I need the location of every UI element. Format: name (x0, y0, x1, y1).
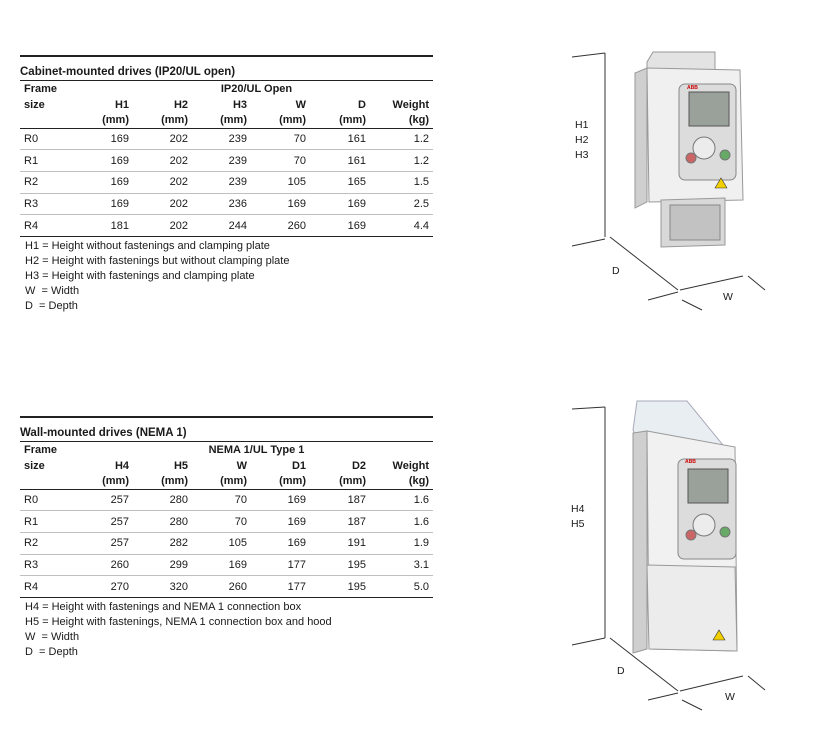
cabinet-drive-figure (565, 40, 785, 320)
frame-cell: R1 (20, 150, 80, 172)
table-row (20, 171, 433, 193)
width-label: W (723, 291, 733, 303)
cell: 169 (310, 193, 370, 215)
cell: 187 (310, 489, 370, 511)
unit-header: (mm) (339, 474, 366, 487)
cell: 169 (251, 193, 310, 215)
group-header: NEMA 1/UL Type 1 (208, 444, 305, 456)
unit-header: (mm) (102, 113, 129, 126)
cell: 1.6 (370, 511, 433, 533)
cell: 195 (310, 554, 370, 576)
wall-caption: Wall-mounted drives (NEMA 1) (20, 427, 187, 439)
frame-cell: R2 (20, 171, 80, 193)
frame-cell: R0 (20, 128, 80, 150)
cell: 1.6 (370, 489, 433, 511)
brand-logo: ABB (687, 85, 698, 91)
cell: 260 (251, 215, 310, 237)
table-row (20, 215, 433, 237)
size-header: size (24, 98, 45, 111)
note-line: H3 = Height with fastenings and clamping plate (25, 269, 255, 282)
frame-header: Frame (24, 83, 58, 95)
wall-table (20, 442, 433, 598)
cell: 169 (310, 215, 370, 237)
col-header: D (358, 98, 366, 111)
table-row (20, 511, 433, 533)
cell: 257 (80, 511, 133, 533)
cell: 202 (133, 193, 192, 215)
table-row (20, 532, 433, 554)
cell: 239 (192, 150, 251, 172)
height-labels (571, 502, 584, 532)
unit-header: (kg) (408, 474, 429, 487)
note-line: W = Width (25, 630, 80, 643)
col-header: Weight (392, 459, 429, 472)
col-header: Weight (392, 98, 429, 111)
cell: 70 (192, 511, 251, 533)
unit-header: (kg) (408, 113, 429, 126)
frame-cell: R2 (20, 532, 80, 554)
cell: 1.2 (370, 150, 433, 172)
cell: 161 (310, 150, 370, 172)
wall-section (20, 416, 433, 660)
cell: 169 (80, 171, 133, 193)
unit-header: (mm) (102, 474, 129, 487)
cell: 280 (133, 489, 192, 511)
cell: 177 (251, 554, 310, 576)
note-line: H1 = Height without fastenings and clamping plate (25, 239, 270, 252)
wall-notes (20, 598, 433, 660)
col-header: W (236, 459, 247, 472)
cell: 169 (251, 532, 310, 554)
note-line: H4 = Height with fastenings and NEMA 1 connection box (25, 600, 302, 613)
cell: 1.5 (370, 171, 433, 193)
col-header: W (295, 98, 306, 111)
col-header: D1 (291, 459, 306, 472)
brand-logo: ABB (685, 459, 696, 465)
note-line: W = Width (25, 284, 80, 297)
table-row (20, 489, 433, 511)
cell: 3.1 (370, 554, 433, 576)
col-header: H5 (173, 459, 188, 472)
cell: 169 (251, 489, 310, 511)
cell: 5.0 (370, 576, 433, 598)
cell: 70 (192, 489, 251, 511)
cabinet-caption: Cabinet-mounted drives (IP20/UL open) (20, 66, 236, 78)
col-header: D2 (351, 459, 366, 472)
cell: 165 (310, 171, 370, 193)
frame-header: Frame (24, 444, 58, 456)
cell: 280 (133, 511, 192, 533)
cabinet-drive-illustration (565, 40, 785, 320)
col-header: H3 (232, 98, 247, 111)
cell: 244 (192, 215, 251, 237)
cell: 202 (133, 128, 192, 150)
frame-cell: R1 (20, 511, 80, 533)
table-row (20, 128, 433, 150)
cell: 299 (133, 554, 192, 576)
frame-cell: R0 (20, 489, 80, 511)
frame-cell: R4 (20, 576, 80, 598)
table-row (20, 150, 433, 172)
unit-header: (mm) (220, 113, 247, 126)
cell: 70 (251, 150, 310, 172)
cell: 169 (80, 150, 133, 172)
cabinet-section (20, 55, 433, 314)
frame-cell: R3 (20, 554, 80, 576)
cell: 239 (192, 128, 251, 150)
cell: 260 (80, 554, 133, 576)
cell: 1.9 (370, 532, 433, 554)
table-row (20, 576, 433, 598)
unit-header: (mm) (220, 474, 247, 487)
frame-cell: R3 (20, 193, 80, 215)
unit-header: (mm) (339, 113, 366, 126)
cell: 2.5 (370, 193, 433, 215)
unit-header: (mm) (161, 474, 188, 487)
height-label: H2 (575, 134, 589, 146)
wall-drive-figure (565, 395, 785, 715)
cabinet-notes (20, 237, 433, 314)
unit-header: (mm) (279, 474, 306, 487)
cell: 181 (80, 215, 133, 237)
cell: 169 (192, 554, 251, 576)
note-line: H2 = Height with fastenings but without clamping plate (25, 254, 290, 267)
table-row (20, 554, 433, 576)
col-header: H2 (173, 98, 188, 111)
cell: 320 (133, 576, 192, 598)
note-line: H5 = Height with fastenings, NEMA 1 connection box and hood (25, 615, 332, 628)
cell: 191 (310, 532, 370, 554)
cell: 257 (80, 489, 133, 511)
height-label: H4 (571, 503, 585, 515)
cell: 236 (192, 193, 251, 215)
depth-label: D (617, 665, 625, 677)
cell: 187 (310, 511, 370, 533)
cell: 239 (192, 171, 251, 193)
height-label: H1 (575, 119, 589, 131)
height-label: H5 (571, 518, 585, 530)
wall-drive-illustration (565, 395, 785, 715)
frame-cell: R4 (20, 215, 80, 237)
cell: 161 (310, 128, 370, 150)
cell: 257 (80, 532, 133, 554)
height-label: H3 (575, 149, 589, 161)
cabinet-table (20, 81, 433, 237)
cell: 1.2 (370, 128, 433, 150)
cell: 169 (80, 128, 133, 150)
cell: 260 (192, 576, 251, 598)
table-row (20, 193, 433, 215)
col-header: H1 (114, 98, 129, 111)
cell: 177 (251, 576, 310, 598)
width-label: W (725, 691, 735, 703)
cell: 270 (80, 576, 133, 598)
cell: 282 (133, 532, 192, 554)
cell: 70 (251, 128, 310, 150)
group-header: IP20/UL Open (220, 83, 293, 95)
cell: 202 (133, 150, 192, 172)
cell: 169 (251, 511, 310, 533)
cell: 202 (133, 171, 192, 193)
depth-label: D (612, 265, 620, 277)
note-line: D = Depth (25, 299, 78, 312)
cell: 195 (310, 576, 370, 598)
cell: 202 (133, 215, 192, 237)
cell: 105 (192, 532, 251, 554)
col-header: H4 (114, 459, 129, 472)
unit-header: (mm) (279, 113, 306, 126)
unit-header: (mm) (161, 113, 188, 126)
cell: 169 (80, 193, 133, 215)
size-header: size (24, 459, 45, 472)
cell: 4.4 (370, 215, 433, 237)
height-labels (575, 118, 588, 163)
cell: 105 (251, 171, 310, 193)
note-line: D = Depth (25, 645, 78, 658)
